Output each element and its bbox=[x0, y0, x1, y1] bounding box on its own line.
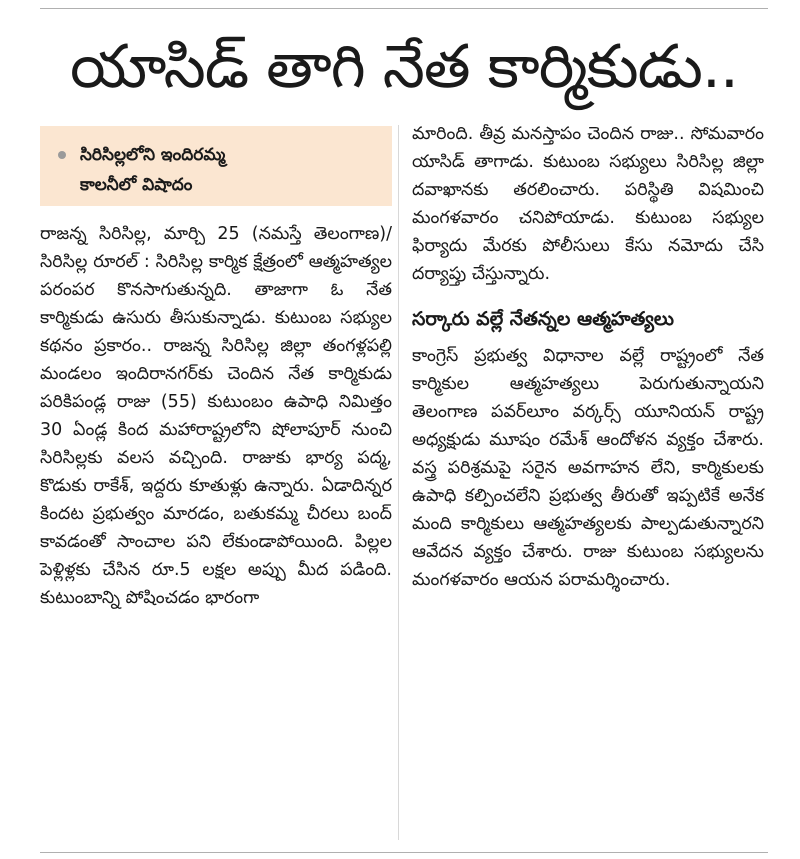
right-column bbox=[412, 120, 764, 594]
right-paragraph-2-text: కాంగ్రెస్ ప్రభుత్వ విధానాల వల్లే రాష్ట్రంలో నేత కార్మికుల ఆత్మహత్యలు పెరుగుతున్నాయని తెలంగాణ పవర్‌లూం వర్కర్స్ యూనియన్ రాష్ట్ర అధ్యక్షుడు మూషం రమేశ్ ఆందోళన వ్యక్తం చేశారు. వస్త్ర పరిశ్రమపై సరైన అవగాహన లేని, కార్మికులకు ఉపాధి కల్పించలేని ప్రభుత్వ తీరుతో ఇప్పటికే అనేక మంది కార్మికులు ఆత్మహత్యలకు పాల్పడుతున్నారని ఆవేదన వ్యక్తం చేశారు. రాజు కుటుంబ సభ్యులను మంగళవారం ఆయన పరామర్శించారు. bbox=[412, 346, 764, 590]
column-divider bbox=[398, 125, 399, 840]
highlight-text-1: సిరిసిల్లలోని ఇందిరమ్మ bbox=[80, 145, 226, 165]
left-paragraph-text: రాజన్న సిరిసిల్ల, మార్చి 25 (నమస్తే తెలంగాణ)/ సిరిసిల్ల రూరల్ : సిరిసిల్ల కార్మిక క్షేత్రంలో ఆత్మహత్యల పరంపర కొనసాగుతున్నది. తాజాగా ఓ నేత కార్మికుడు ఉసురు తీసుకున్నాడు. కుటుంబ సభ్యుల కథనం ప్రకారం.. రాజన్న సిరిసిల్ల జిల్లా తంగళ్లపల్లి మండలం ఇందిరానగర్‌కు చెందిన నేత కార్మికుడు పరికిపండ్ల రాజు (55) కుటుంబం ఉపాధి నిమిత్తం 30 ఏండ్ల కింద మహారాష్ట్రలోని షోలాపూర్ నుంచి సిరిసిల్లకు వలస వచ్చింది. రాజుకు భార్య పద్మ, కొడుకు రాకేశ్, ఇద్దరు కూతుళ్లు ఉన్నారు. ఏడాదిన్నర కిందట ప్రభుత్వం మారడం, బతుకమ్మ చీరలు బంద్ కావడంతో సాంచాల పని లేకుండాపోయింది. పిల్లల పెళ్లిళ్లకు చేసిన రూ.5 లక్షల అప్పు మీద పడింది. కుటుంబాన్ని పోషించడం భారంగా bbox=[40, 224, 392, 608]
subheading: సర్కారు వల్లే నేతన్నల ఆత్మహత్యలు bbox=[412, 308, 674, 330]
left-paragraph bbox=[40, 220, 392, 612]
highlight-box bbox=[40, 126, 392, 206]
top-rule bbox=[40, 8, 768, 9]
highlight-text-2: కాలనీలో విషాదం bbox=[80, 175, 193, 195]
left-column bbox=[40, 120, 392, 612]
highlight-line-1 bbox=[54, 140, 380, 170]
bullet-icon bbox=[58, 151, 66, 159]
right-paragraph-2 bbox=[412, 342, 764, 594]
right-paragraph-1-text: మారింది. తీవ్ర మనస్తాపం చెందిన రాజు.. సోమవారం యాసిడ్ తాగాడు. కుటుంబ సభ్యులు సిరిసిల్ల జిల్లా దవాఖానకు తరలించారు. పరిస్థితి విషమించి మంగళవారం చనిపోయాడు. కుటుంబ సభ్యుల ఫిర్యాదు మేరకు పోలీసులు కేసు నమోదు చేసి దర్యాప్తు చేస్తున్నారు. bbox=[412, 124, 764, 284]
headline: యాసిడ్ తాగి నేత కార్మికుడు.. bbox=[70, 32, 738, 102]
bottom-rule bbox=[40, 852, 768, 853]
right-paragraph-1 bbox=[412, 120, 764, 288]
